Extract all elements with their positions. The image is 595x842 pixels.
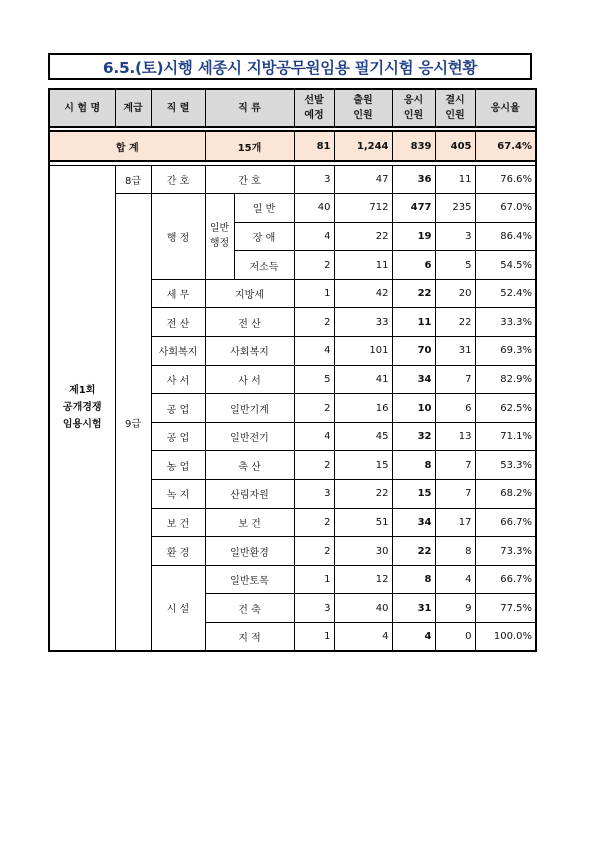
examinees-cell: 36 [392, 165, 435, 194]
applicants-cell: 47 [334, 165, 392, 194]
category-cell: 일반기계 [205, 394, 294, 423]
rate-cell: 53.3% [475, 451, 536, 480]
header-absentees: 결시 인원 [435, 89, 475, 127]
applicants-cell: 33 [334, 308, 392, 337]
applicants-cell: 15 [334, 451, 392, 480]
applicants-cell: 41 [334, 365, 392, 394]
header-applicants: 출원 인원 [334, 89, 392, 127]
rate-cell: 76.6% [475, 165, 536, 194]
applicants-cell: 22 [334, 222, 392, 251]
applicants-cell: 51 [334, 508, 392, 537]
examinees-cell: 10 [392, 394, 435, 423]
planned-cell: 3 [294, 165, 334, 194]
rate-cell: 66.7% [475, 565, 536, 594]
planned-cell: 2 [294, 508, 334, 537]
rate-cell: 73.3% [475, 537, 536, 566]
planned-cell: 40 [294, 194, 334, 223]
planned-cell: 4 [294, 422, 334, 451]
series-cell: 공 업 [151, 422, 205, 451]
examinees-cell: 22 [392, 537, 435, 566]
absentees-cell: 13 [435, 422, 475, 451]
category-cell: 사회복지 [205, 337, 294, 366]
rate-cell: 71.1% [475, 422, 536, 451]
category-cell: 장 애 [234, 222, 294, 251]
absentees-cell: 8 [435, 537, 475, 566]
series-cell: 환 경 [151, 537, 205, 566]
series-cell: 행 정 [151, 194, 205, 280]
examinees-cell: 34 [392, 508, 435, 537]
category-cell: 지 적 [205, 623, 294, 652]
header-grade: 계급 [115, 89, 151, 127]
absentees-cell: 4 [435, 565, 475, 594]
category-cell: 건 축 [205, 594, 294, 623]
category-cell: 사 서 [205, 365, 294, 394]
total-planned: 81 [294, 131, 334, 161]
applicants-cell: 712 [334, 194, 392, 223]
planned-cell: 2 [294, 251, 334, 280]
absentees-cell: 7 [435, 480, 475, 509]
category-cell: 산림자원 [205, 480, 294, 509]
category-cell: 지방세 [205, 279, 294, 308]
total-row [49, 131, 536, 161]
grade-8: 8급 [115, 165, 151, 194]
category-cell: 일반환경 [205, 537, 294, 566]
rate-cell: 67.0% [475, 194, 536, 223]
total-label: 합 계 [49, 131, 205, 161]
applicants-cell: 4 [334, 623, 392, 652]
total-category: 15개 [205, 131, 294, 161]
header-examinees: 응시 인원 [392, 89, 435, 127]
planned-cell: 2 [294, 537, 334, 566]
category-cell: 축 산 [205, 451, 294, 480]
absentees-cell: 9 [435, 594, 475, 623]
planned-cell: 5 [294, 365, 334, 394]
absentees-cell: 0 [435, 623, 475, 652]
planned-cell: 1 [294, 623, 334, 652]
series-cell: 농 업 [151, 451, 205, 480]
applicants-cell: 22 [334, 480, 392, 509]
total-rate: 67.4% [475, 131, 536, 161]
absentees-cell: 5 [435, 251, 475, 280]
examinees-cell: 4 [392, 623, 435, 652]
examinees-cell: 6 [392, 251, 435, 280]
rate-cell: 86.4% [475, 222, 536, 251]
examinees-cell: 19 [392, 222, 435, 251]
rate-cell: 100.0% [475, 623, 536, 652]
rate-cell: 82.9% [475, 365, 536, 394]
absentees-cell: 7 [435, 451, 475, 480]
header-series: 직 렬 [151, 89, 205, 127]
series-cell: 보 건 [151, 508, 205, 537]
series-cell: 녹 지 [151, 480, 205, 509]
exam-name: 제1회 공개경쟁 임용시험 [49, 165, 115, 651]
absentees-cell: 22 [435, 308, 475, 337]
category-cell: 전 산 [205, 308, 294, 337]
absentees-cell: 11 [435, 165, 475, 194]
header-planned: 선발 예정 [294, 89, 334, 127]
absentees-cell: 20 [435, 279, 475, 308]
header-category: 직 류 [205, 89, 294, 127]
examinees-cell: 31 [392, 594, 435, 623]
absentees-cell: 235 [435, 194, 475, 223]
applicants-cell: 45 [334, 422, 392, 451]
applicants-cell: 16 [334, 394, 392, 423]
exam-status-table [48, 88, 537, 652]
header-row [49, 89, 536, 127]
examinees-cell: 34 [392, 365, 435, 394]
category-cell: 일반토목 [205, 565, 294, 594]
total-applicants: 1,244 [334, 131, 392, 161]
applicants-cell: 30 [334, 537, 392, 566]
category-cell: 저소득 [234, 251, 294, 280]
rate-cell: 77.5% [475, 594, 536, 623]
table-row [49, 165, 536, 194]
applicants-cell: 11 [334, 251, 392, 280]
absentees-cell: 31 [435, 337, 475, 366]
applicants-cell: 42 [334, 279, 392, 308]
examinees-cell: 15 [392, 480, 435, 509]
rate-cell: 62.5% [475, 394, 536, 423]
table-row [49, 194, 536, 223]
total-examinees: 839 [392, 131, 435, 161]
planned-cell: 4 [294, 222, 334, 251]
planned-cell: 1 [294, 279, 334, 308]
examinees-cell: 8 [392, 451, 435, 480]
series-cell: 사 서 [151, 365, 205, 394]
series-cell: 시 설 [151, 565, 205, 651]
category-cell: 일반전기 [205, 422, 294, 451]
rate-cell: 52.4% [475, 279, 536, 308]
series-cell: 공 업 [151, 394, 205, 423]
absentees-cell: 6 [435, 394, 475, 423]
sub-series-general: 일반 행정 [205, 194, 234, 280]
planned-cell: 4 [294, 337, 334, 366]
planned-cell: 2 [294, 451, 334, 480]
planned-cell: 2 [294, 394, 334, 423]
series-cell: 전 산 [151, 308, 205, 337]
planned-cell: 2 [294, 308, 334, 337]
examinees-cell: 11 [392, 308, 435, 337]
examinees-cell: 70 [392, 337, 435, 366]
absentees-cell: 3 [435, 222, 475, 251]
applicants-cell: 40 [334, 594, 392, 623]
rate-cell: 68.2% [475, 480, 536, 509]
category-cell: 보 건 [205, 508, 294, 537]
series-cell: 세 무 [151, 279, 205, 308]
absentees-cell: 17 [435, 508, 475, 537]
examinees-cell: 8 [392, 565, 435, 594]
grade-9: 9급 [115, 194, 151, 652]
series-cell: 간 호 [151, 165, 205, 194]
examinees-cell: 22 [392, 279, 435, 308]
rate-cell: 66.7% [475, 508, 536, 537]
category-cell: 일 반 [234, 194, 294, 223]
examinees-cell: 477 [392, 194, 435, 223]
rate-cell: 33.3% [475, 308, 536, 337]
page-title: 6.5.(토)시행 세종시 지방공무원임용 필기시험 응시현황 [48, 53, 532, 80]
series-cell: 사회복지 [151, 337, 205, 366]
applicants-cell: 12 [334, 565, 392, 594]
examinees-cell: 32 [392, 422, 435, 451]
header-rate: 응시율 [475, 89, 536, 127]
total-absentees: 405 [435, 131, 475, 161]
category-cell: 간 호 [205, 165, 294, 194]
header-exam: 시 험 명 [49, 89, 115, 127]
rate-cell: 69.3% [475, 337, 536, 366]
planned-cell: 3 [294, 594, 334, 623]
planned-cell: 3 [294, 480, 334, 509]
planned-cell: 1 [294, 565, 334, 594]
absentees-cell: 7 [435, 365, 475, 394]
applicants-cell: 101 [334, 337, 392, 366]
rate-cell: 54.5% [475, 251, 536, 280]
